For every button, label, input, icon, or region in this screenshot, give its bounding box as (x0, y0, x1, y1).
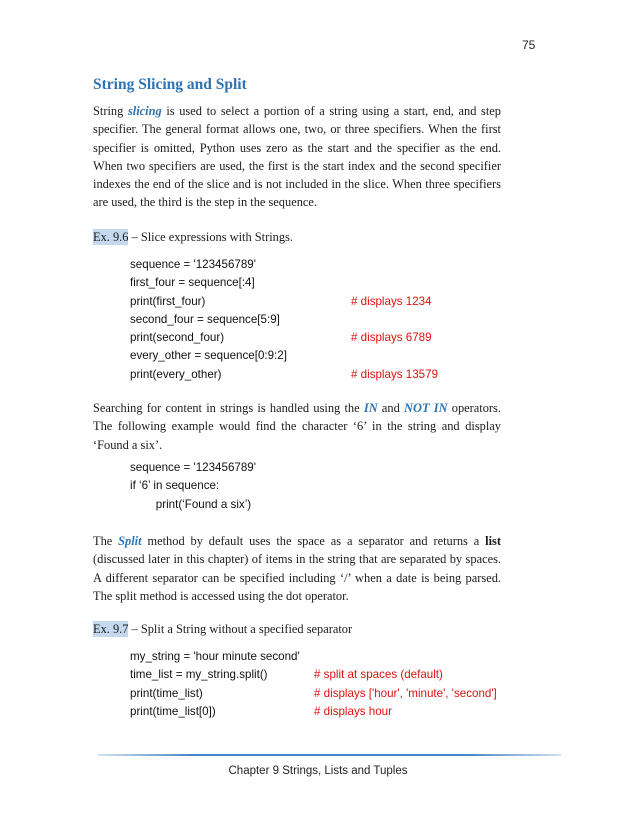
text: is used to select a portion of a string using a start, end, and step specifier. The general format allows one, two, or three specifiers. When the first specifier is omitted, Python uses zero as the start and the specifier as the end. When two specifiers are used, the first is the start index and the second specifier indexes the end of the slice and is not included in the slice. When three specifiers are used, the third is the step in the sequence. (93, 104, 501, 210)
text: String (93, 104, 128, 118)
code-line (130, 703, 392, 721)
page-number: 75 (522, 38, 536, 52)
footer-divider (98, 754, 561, 756)
code-text: print(second_four) (130, 331, 225, 345)
split-paragraph (93, 532, 501, 605)
code-text: print(time_list) (130, 686, 203, 700)
code-line (130, 311, 287, 329)
example-label: Ex. 9.6 (93, 230, 129, 244)
term-split: Split (118, 534, 142, 548)
text: operators. The following example would find the character ‘6’ in the string and display ‘Found a six’. (93, 401, 501, 452)
text: Searching for content in strings is handled using the (93, 401, 364, 415)
code-line (130, 648, 300, 666)
example-9-7-title (93, 622, 352, 637)
code-line (130, 366, 439, 384)
code-line (130, 477, 256, 495)
term-in: IN (363, 401, 378, 415)
code-line (130, 274, 287, 292)
code-text: first_four = sequence[:4] (130, 276, 255, 290)
code-text: sequence = '123456789' (130, 258, 256, 271)
section-heading: String Slicing and Split (93, 76, 247, 93)
code-comment: # displays 6789 (351, 331, 432, 345)
term-list: list (485, 534, 501, 548)
code-text: print(first_four) (130, 294, 206, 308)
code-line (130, 256, 287, 274)
example-caption: – Slice expressions with Strings. (128, 230, 293, 244)
code-text: print(‘Found a six’) (130, 497, 252, 511)
text: (discussed later in this chapter) of items in the string that are separated by spaces. A different separator can be specified including ‘/’ when a date is being parsed. The split method is accessed using the dot operator. (93, 552, 501, 603)
code-text: every_other = sequence[0:9:2] (130, 349, 287, 363)
in-operator-paragraph (93, 399, 501, 454)
example-caption: – Split a String without a specified separator (128, 622, 353, 636)
code-line (130, 329, 432, 347)
code-comment: # displays hour (314, 704, 392, 718)
code-text: print(time_list[0]) (130, 704, 216, 718)
code-text: sequence = '123456789' (130, 461, 256, 474)
code-text: time_list = my_string.split() (130, 668, 268, 682)
term-not-in: NOT IN (404, 401, 448, 415)
code-line (130, 459, 256, 477)
code-text: print(every_other) (130, 367, 222, 381)
code-comment: # displays 13579 (351, 367, 439, 381)
code-comment: # displays ['hour', 'minute', 'second'] (314, 686, 497, 700)
footer-chapter-title: Chapter 9 Strings, Lists and Tuples (228, 765, 408, 777)
code-text: if ‘6’ in sequence: (130, 479, 220, 493)
code-text: my_string = 'hour minute second' (130, 650, 300, 663)
example-label: Ex. 9.7 (93, 622, 129, 636)
code-comment: # split at spaces (default) (314, 668, 443, 682)
code-block-slicing (130, 256, 439, 384)
term-slicing: slicing (127, 104, 162, 118)
code-line (130, 685, 497, 703)
text: The (93, 534, 119, 548)
text: method by default uses the space as a separator and returns a (141, 534, 486, 548)
code-line (130, 496, 256, 514)
code-comment: # displays 1234 (351, 294, 432, 308)
code-text: second_four = sequence[5:9] (130, 312, 280, 326)
code-line (130, 666, 443, 684)
code-block-in-operator (130, 459, 256, 514)
slicing-paragraph (93, 102, 501, 212)
code-line (130, 347, 287, 365)
code-line (130, 293, 432, 311)
code-block-split (130, 648, 497, 721)
text: and (377, 401, 405, 415)
example-9-6-title (93, 230, 293, 245)
